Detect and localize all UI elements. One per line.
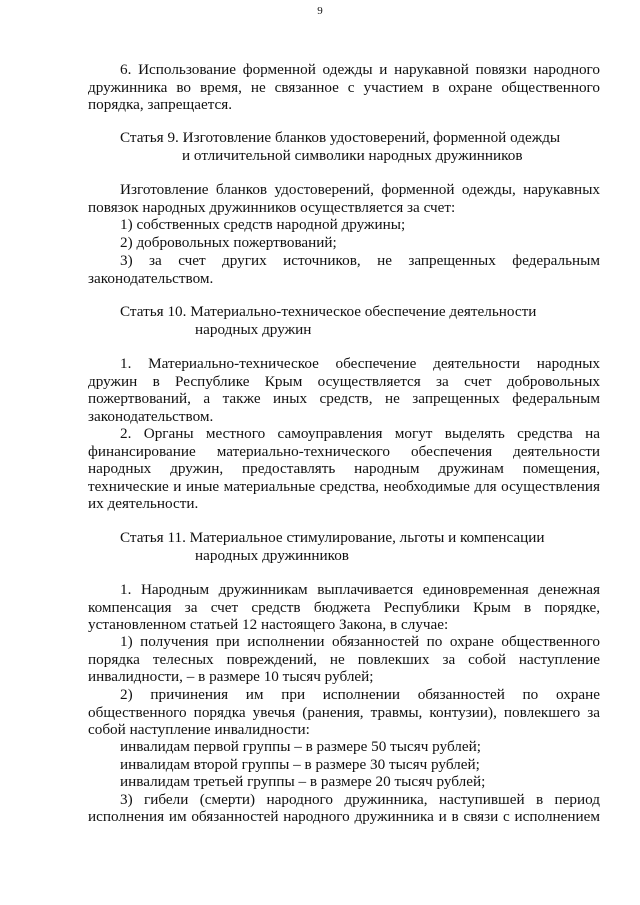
article-11-title-line-1: Статья 11. Материальное стимулирование, льготы и компенсации [120, 529, 545, 546]
paragraph-6: 6. Использование форменной одежды и нарукавной повязки народного дружинника во время, не связанное с участием в охране общественного порядка, запрещается. [88, 61, 600, 114]
disability-group-1: инвалидам первой группы – в размере 50 тысяч рублей; [120, 738, 481, 755]
disability-group-2: инвалидам второй группы – в размере 30 тысяч рублей; [120, 756, 480, 773]
article-11-subitem-2: 2) причинения им при исполнении обязанностей по охране общественного порядка увечья (ранения, травмы, контузии), повлекшего за собой наступление инвалидности: [88, 686, 600, 739]
article-9-item-2: 2) добровольных пожертвований; [120, 234, 337, 251]
article-11-subitem-3-line-2: исполнения им обязанностей народного дружинника и в связи с исполнением [88, 808, 600, 825]
article-9-title-line-1: Статья 9. Изготовление бланков удостоверений, форменной одежды [120, 129, 561, 146]
article-9-item-3: 3) за счет других источников, не запрещенных федеральным законодательством. [88, 252, 600, 287]
article-9-title-line-2: и отличительной символики народных дружинников [182, 147, 523, 164]
disability-group-3: инвалидам третьей группы – в размере 20 тысяч рублей; [120, 773, 486, 790]
page-number: 9 [317, 5, 323, 17]
article-10-paragraph-2: 2. Органы местного самоуправления могут выделять средства на финансирование материально-технического обеспечения деятельности народных дружин, предоставлять народным дружинам помещения, технические и иные материальные средства, необходимые для осуществления их деятельности. [88, 425, 600, 513]
article-11-subitem-3-line-1: 3) гибели (смерти) народного дружинника, наступившей в период [120, 791, 600, 808]
article-11-title-line-2: народных дружинников [195, 547, 349, 564]
article-9-intro: Изготовление бланков удостоверений, форменной одежды, нарукавных повязок народных дружинников осуществляется за счет: [88, 181, 600, 216]
article-11-paragraph-1: 1. Народным дружинникам выплачивается единовременная денежная компенсация за счет средств бюджета Республики Крым в порядке, установленном статьей 12 настоящего Закона, в случае: [88, 581, 600, 634]
article-10-paragraph-1: 1. Материально-техническое обеспечение деятельности народных дружин в Республике Крым осуществляется за счет добровольных пожертвований, а также иных средств, не запрещенных федеральным законодательством. [88, 355, 600, 425]
article-9-item-1: 1) собственных средств народной дружины; [120, 216, 406, 233]
article-11-subitem-1: 1) получения при исполнении обязанностей по охране общественного порядка телесных повреждений, не повлекших за собой наступление инвалидности, – в размере 10 тысяч рублей; [88, 633, 600, 686]
article-10-title-line-1: Статья 10. Материально-техническое обеспечение деятельности [120, 303, 537, 320]
article-10-title-line-2: народных дружин [195, 321, 312, 338]
